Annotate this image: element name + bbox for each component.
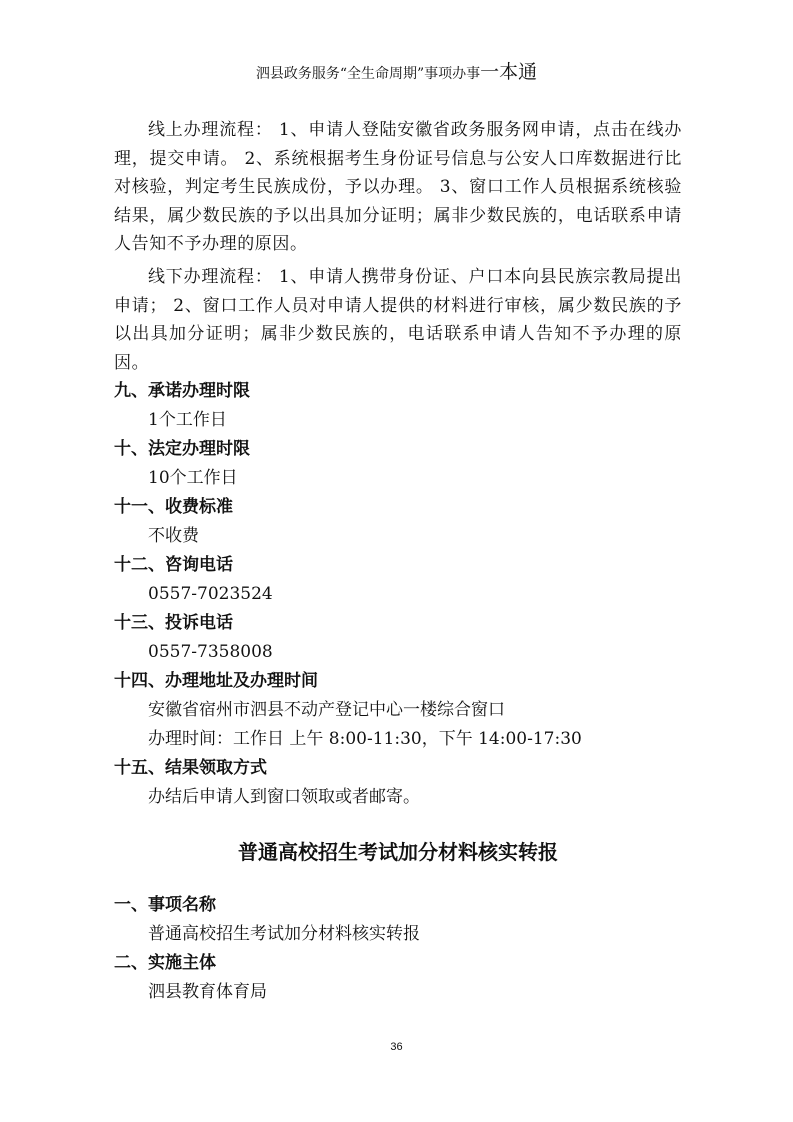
section-heading: 二、实施主体 <box>114 953 216 974</box>
section-heading: 十五、结果领取方式 <box>114 758 267 779</box>
section-value: 1个工作日 <box>148 410 227 431</box>
header-title-emphasis: 一本通 <box>480 61 538 83</box>
section-value: 不收费 <box>148 526 199 547</box>
header-title: 泗县政务服务“全生命周期”事项办事 <box>255 66 481 82</box>
page-header <box>0 62 793 84</box>
section-value: 泗县教育体育局 <box>148 982 267 1003</box>
section-value: 10个工作日 <box>148 468 238 489</box>
online-process-paragraph: 线上办理流程： 1、申请人登陆安徽省政务服务网申请，点击在线办理，提交申请。 2、系统根据考生身份证号信息与公安人口库数据进行比对核验，判定考生民族成份，予以办理。 3、窗口工作人员根据系统核验结果，属少数民族的予以出具加分证明；属非少数民族的，电话联系申请人告知不予办理的原因。 <box>114 120 682 255</box>
section-heading: 九、承诺办理时限 <box>114 381 250 402</box>
section-item-name <box>114 891 682 949</box>
section-consult-phone <box>114 551 682 609</box>
page-number: 36 <box>390 1041 403 1053</box>
section-address-hours <box>114 667 682 754</box>
section-value: 普通高校招生考试加分材料核实转报 <box>148 924 420 945</box>
section-promise-time <box>114 377 682 435</box>
section-heading: 十、法定办理时限 <box>114 439 250 460</box>
document-body <box>114 116 682 1007</box>
section-heading: 十四、办理地址及办理时间 <box>114 671 318 692</box>
section-heading: 十一、收费标准 <box>114 497 233 518</box>
section-heading: 十二、咨询电话 <box>114 555 233 576</box>
section-value: 0557-7023524 <box>148 584 273 605</box>
section-complaint-phone <box>114 609 682 667</box>
section-value: 0557-7358008 <box>148 642 273 663</box>
section-heading: 十三、投诉电话 <box>114 613 233 634</box>
section-value-address: 安徽省宿州市泗县不动产登记中心一楼综合窗口 <box>148 700 505 721</box>
section-value: 办结后申请人到窗口领取或者邮寄。 <box>148 787 420 808</box>
offline-process-paragraph: 线下办理流程： 1、申请人携带身份证、户口本向县民族宗教局提出申请； 2、窗口工作人员对申请人提供的材料进行审核，属少数民族的予以出具加分证明；属非少数民族的，电话联系申请人告知不予办理的原因。 <box>114 266 682 373</box>
section-legal-time <box>114 435 682 493</box>
section-fee <box>114 493 682 551</box>
new-item-title: 普通高校招生考试加分材料核实转报 <box>238 840 558 865</box>
section-heading: 一、事项名称 <box>114 895 216 916</box>
section-value-hours: 办理时间：工作日 上午 8:00-11:30，下午 14:00-17:30 <box>148 729 582 750</box>
section-implementing-body <box>114 949 682 1007</box>
section-result-pickup <box>114 754 682 812</box>
